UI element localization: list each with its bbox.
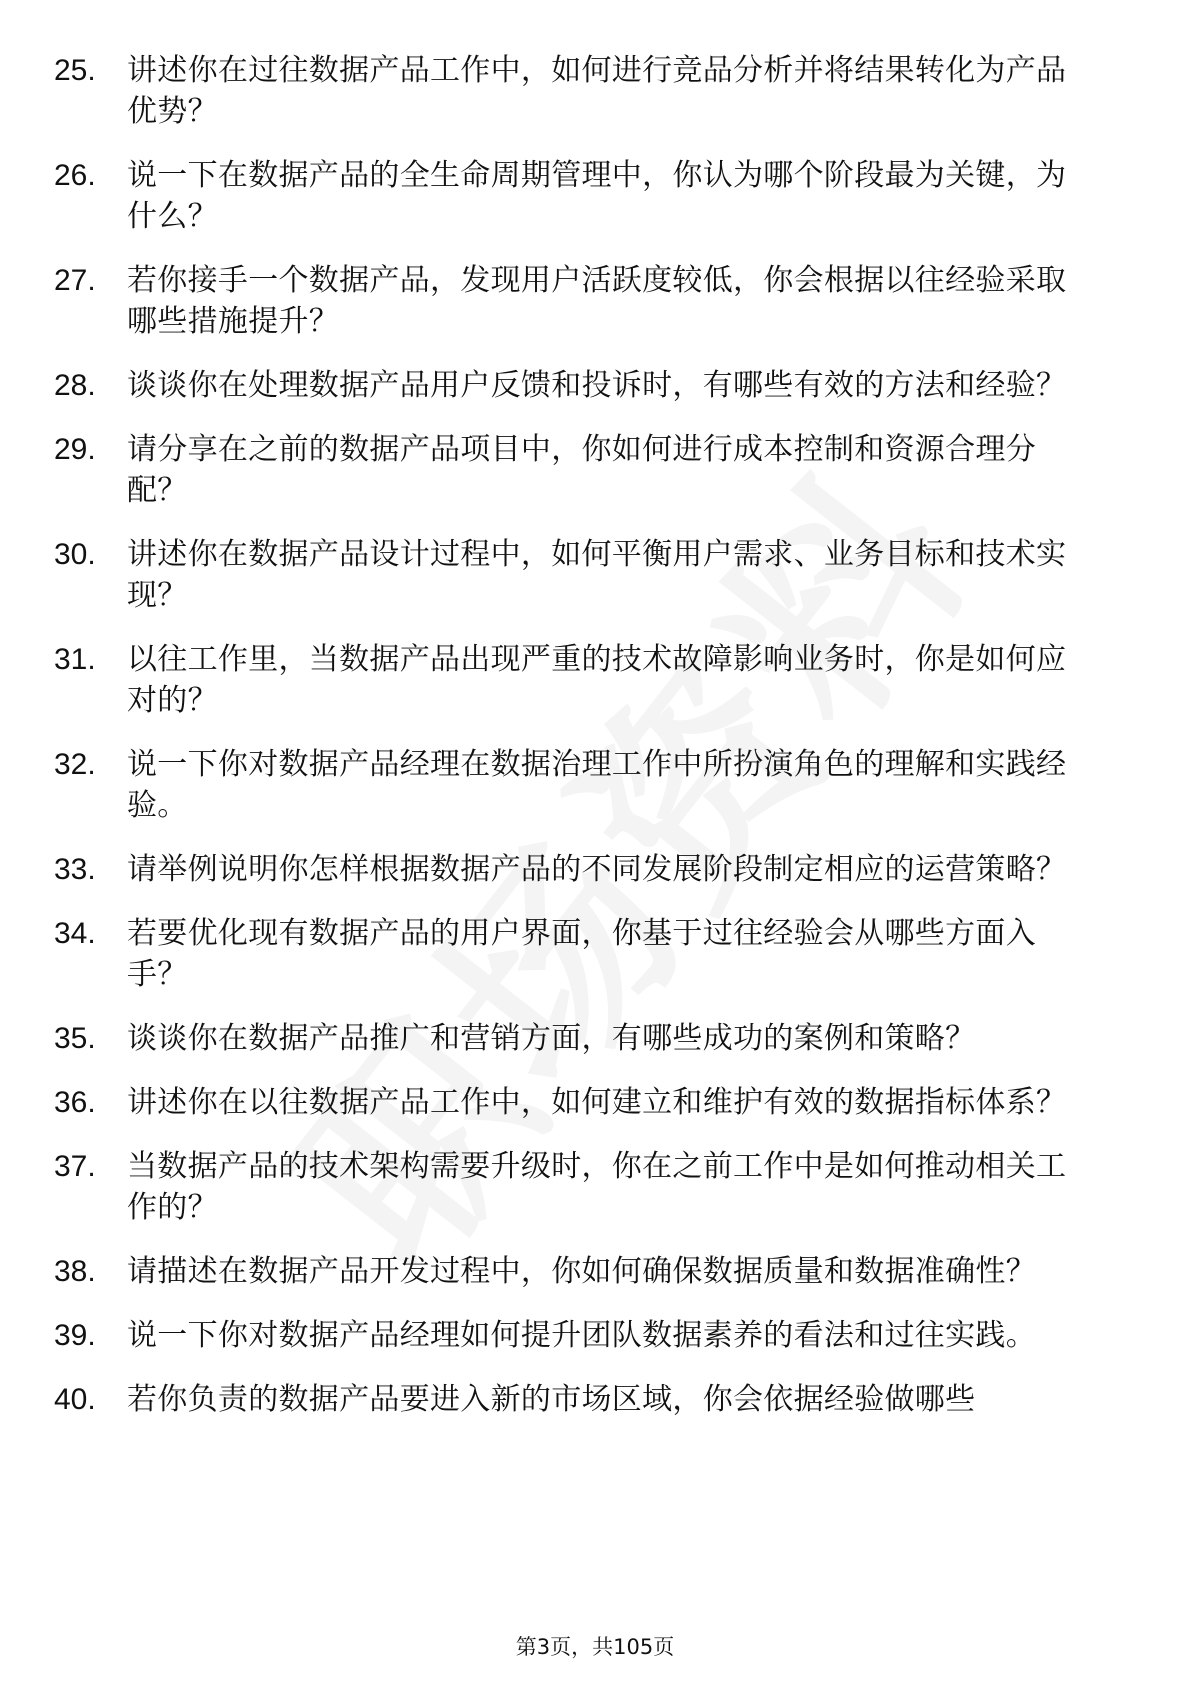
question-number: 26. bbox=[54, 159, 96, 192]
question-item bbox=[54, 849, 1134, 890]
question-text: 讲述你在数据产品设计过程中，如何平衡用户需求、业务目标和技术实现？ bbox=[127, 537, 1067, 613]
question-text: 请描述在数据产品开发过程中，你如何确保数据质量和数据准确性？ bbox=[127, 1254, 1036, 1289]
question-item bbox=[54, 429, 1134, 511]
question-item bbox=[54, 1146, 1134, 1228]
question-item bbox=[54, 1082, 1134, 1123]
question-item bbox=[54, 1315, 1134, 1356]
question-text: 若你负责的数据产品要进入新的市场区域，你会依据经验做哪些 bbox=[127, 1382, 976, 1417]
question-item bbox=[54, 260, 1134, 342]
question-number: 34. bbox=[54, 917, 96, 950]
question-item bbox=[54, 639, 1134, 721]
question-number: 37. bbox=[54, 1150, 96, 1183]
question-item bbox=[54, 365, 1134, 406]
question-number: 28. bbox=[54, 369, 96, 402]
question-number: 35. bbox=[54, 1022, 96, 1055]
question-text: 说一下你对数据产品经理在数据治理工作中所扮演角色的理解和实践经验。 bbox=[127, 747, 1067, 823]
question-number: 39. bbox=[54, 1319, 96, 1352]
question-number: 30. bbox=[54, 538, 96, 571]
question-number: 29. bbox=[54, 433, 96, 466]
question-text: 若你接手一个数据产品，发现用户活跃度较低，你会根据以往经验采取哪些措施提升？ bbox=[127, 263, 1067, 339]
page-footer: 第3页，共105页 bbox=[515, 1635, 675, 1659]
question-item bbox=[54, 1251, 1134, 1292]
question-number: 33. bbox=[54, 853, 96, 886]
question-item bbox=[54, 1379, 1134, 1420]
question-number: 40. bbox=[54, 1383, 96, 1416]
question-text: 请举例说明你怎样根据数据产品的不同发展阶段制定相应的运营策略？ bbox=[127, 852, 1067, 887]
question-number: 32. bbox=[54, 748, 96, 781]
question-item bbox=[54, 1018, 1134, 1059]
question-text: 说一下你对数据产品经理如何提升团队数据素养的看法和过往实践。 bbox=[127, 1318, 1036, 1353]
question-text: 请分享在之前的数据产品项目中，你如何进行成本控制和资源合理分配？ bbox=[127, 432, 1036, 508]
question-number: 38. bbox=[54, 1255, 96, 1288]
question-item bbox=[54, 534, 1134, 616]
question-text: 谈谈你在数据产品推广和营销方面，有哪些成功的案例和策略？ bbox=[127, 1021, 976, 1056]
question-number: 31. bbox=[54, 643, 96, 676]
question-number: 25. bbox=[54, 54, 96, 87]
question-item bbox=[54, 50, 1134, 132]
question-item bbox=[54, 155, 1134, 237]
question-text: 谈谈你在处理数据产品用户反馈和投诉时，有哪些有效的方法和经验？ bbox=[127, 368, 1067, 403]
question-list bbox=[54, 50, 1134, 1443]
question-text: 当数据产品的技术架构需要升级时，你在之前工作中是如何推动相关工作的？ bbox=[127, 1149, 1067, 1225]
question-text: 若要优化现有数据产品的用户界面，你基于过往经验会从哪些方面入手？ bbox=[127, 916, 1036, 992]
question-item bbox=[54, 913, 1134, 995]
question-text: 以往工作里，当数据产品出现严重的技术故障影响业务时，你是如何应对的？ bbox=[127, 642, 1067, 718]
question-text: 讲述你在过往数据产品工作中，如何进行竞品分析并将结果转化为产品优势？ bbox=[127, 53, 1067, 129]
question-text: 讲述你在以往数据产品工作中，如何建立和维护有效的数据指标体系？ bbox=[127, 1085, 1067, 1120]
question-number: 36. bbox=[54, 1086, 96, 1119]
question-item bbox=[54, 744, 1134, 826]
question-number: 27. bbox=[54, 264, 96, 297]
question-text: 说一下在数据产品的全生命周期管理中，你认为哪个阶段最为关键，为什么？ bbox=[127, 158, 1067, 234]
